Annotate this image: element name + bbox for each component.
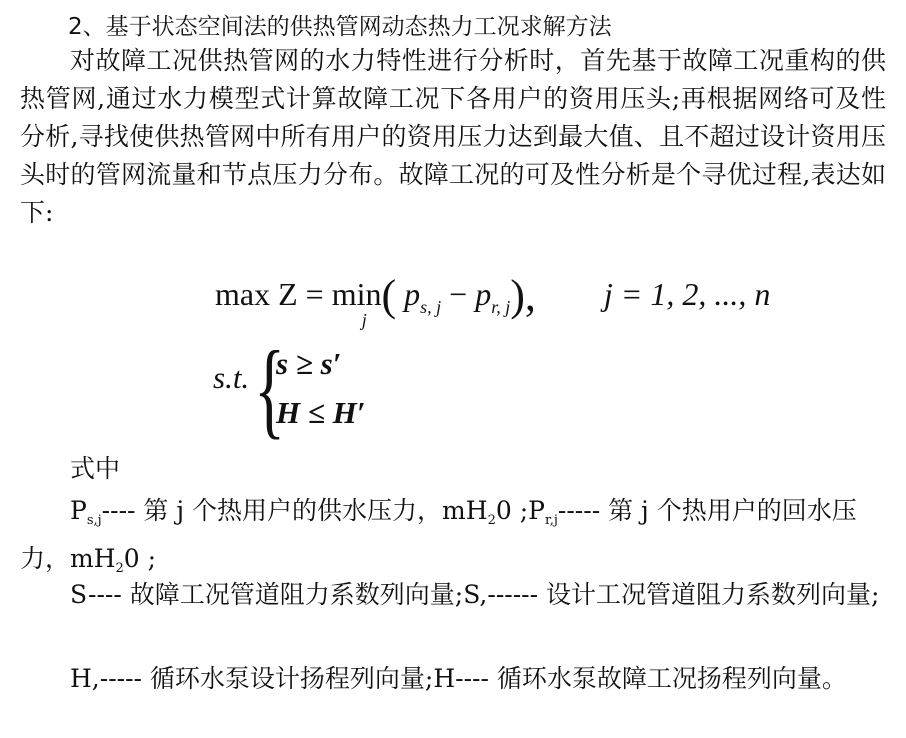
objective-equation: max Z = min j ( $p_{s, j} - p_{r, j}$), j = 1, 2, ..., n <box>215 271 771 330</box>
ps-symbol: p <box>404 276 421 312</box>
def-pressure: $P_{s,j}----$ 第 j 个热用户的供水压力，$mH_20$ $;P_{r,j}-----$ 第 j 个热用户的回水压力，$mH_20$ ; <box>20 496 857 576</box>
pr-symbol: p <box>475 276 492 312</box>
equation-tail: ), <box>510 271 536 320</box>
subject-to-label: s.t. <box>213 360 250 395</box>
min-operator: min j <box>331 276 382 330</box>
def-pump-head: H,----- 循环水泵设计扬程列向量;H---- 循环水泵故障工况扬程列向量。 <box>70 664 847 693</box>
section-title: 2、基于状态空间法的供热管网动态热力工况求解方法 <box>68 14 612 40</box>
minus-sign: − <box>441 276 476 312</box>
min-subscript: j <box>361 310 367 330</box>
constraint-h: H ≤ H′ <box>276 395 366 430</box>
left-brace: { <box>254 330 286 449</box>
constraint-s: s ≥ s′ <box>276 346 342 381</box>
where-label: 式中 <box>70 454 121 483</box>
index-range: j = 1, 2, ..., n <box>603 276 771 312</box>
ps-subscript: s, j <box>420 297 442 317</box>
def-resistance: S---- 故障工况管道阻力系数列向量;S,------ 设计工况管道阻力系数列向量; <box>70 580 880 609</box>
pr-subscript: r, j <box>491 297 511 317</box>
equation-lhs: max Z = <box>215 276 324 312</box>
body-paragraph: 对故障工况供热管网的水力特性进行分析时，首先基于故障工况重构的供热管网,通过水力模型式计算故障工况下各用户的资用压头;再根据网络可及性分析,寻找使供热管网中所有用户的资用压力达到最大值、且不超过设计资用压头时的管网流量和节点压力分布。故障工况的可及性分析是个寻优过程,表达如下: <box>20 46 886 227</box>
